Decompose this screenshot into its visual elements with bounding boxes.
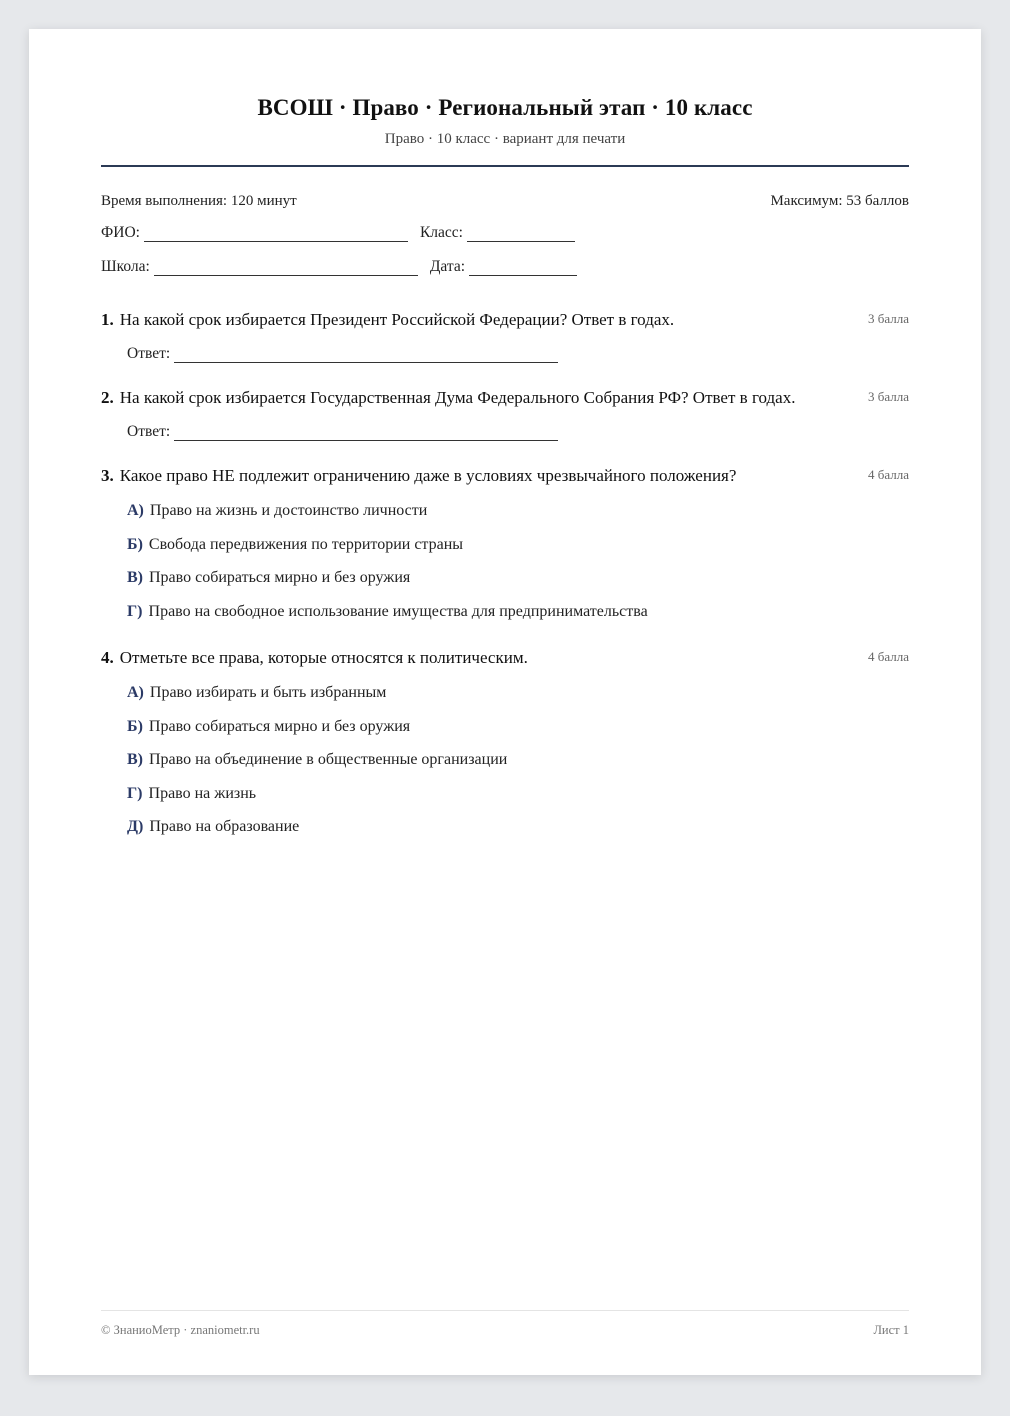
- answer-label: Ответ:: [127, 345, 171, 362]
- option-b[interactable]: [127, 718, 410, 736]
- footer-page-number: Лист 1: [873, 1323, 909, 1337]
- fio-class-row: [101, 224, 587, 242]
- option-b[interactable]: [127, 536, 463, 554]
- option-text: Право на жизнь и достоинство личности: [149, 502, 428, 519]
- option-letter: Г): [127, 603, 143, 620]
- question-3: [101, 465, 909, 620]
- header-divider: [101, 165, 909, 167]
- question-text: Какое право НЕ подлежит ограничению даже в условиях чрезвычайного положения?: [119, 466, 737, 485]
- option-a[interactable]: [127, 684, 386, 702]
- question-number: 4.: [101, 648, 114, 667]
- exam-sheet: [29, 29, 981, 1375]
- answer-input-line[interactable]: [174, 348, 558, 363]
- option-text: Право на объединение в общественные организации: [149, 751, 508, 768]
- fio-label: ФИО:: [101, 224, 140, 241]
- option-text: Право избирать и быть избранным: [149, 684, 387, 701]
- school-date-row: [101, 258, 589, 276]
- footer-copyright: © ЗнаниоМетр · znaniometr.ru: [101, 1323, 260, 1337]
- question-points: 3 балла: [868, 389, 909, 404]
- question-text: На какой срок избирается Государственная Дума Федерального Собрания РФ? Ответ в годах.: [119, 388, 796, 407]
- option-a[interactable]: [127, 502, 427, 520]
- option-g[interactable]: [127, 603, 648, 621]
- option-text: Свобода передвижения по территории страны: [148, 536, 464, 553]
- option-text: Право собираться мирно и без оружия: [149, 569, 411, 586]
- answer-input-line[interactable]: [174, 426, 558, 441]
- sheet-content: [101, 29, 909, 1375]
- question-header: [101, 309, 909, 331]
- page-title: ВСОШ · Право · Региональный этап · 10 класс: [257, 95, 753, 120]
- question-2: [101, 387, 909, 440]
- question-header: [101, 387, 909, 409]
- option-v[interactable]: [127, 569, 410, 587]
- question-number: 1.: [101, 310, 114, 329]
- question-points: 3 балла: [868, 311, 909, 326]
- question-header: [101, 647, 909, 669]
- option-letter: Б): [127, 718, 143, 735]
- option-letter: Д): [127, 818, 144, 835]
- max-score: Максимум: 53 баллов: [770, 193, 909, 209]
- option-text: Право на жизнь: [148, 785, 257, 802]
- option-v[interactable]: [127, 751, 507, 769]
- question-number: 3.: [101, 466, 114, 485]
- date-input-line[interactable]: [469, 261, 577, 276]
- answer-label: Ответ:: [127, 423, 171, 440]
- date-label: Дата:: [429, 258, 466, 275]
- question-text: Отметьте все права, которые относятся к политическим.: [119, 648, 528, 667]
- meta-row: [101, 193, 909, 210]
- class-label: Класс:: [419, 224, 463, 241]
- question-points: 4 балла: [868, 649, 909, 664]
- class-input-line[interactable]: [467, 227, 575, 242]
- fio-input-line[interactable]: [144, 227, 408, 242]
- question-points: 4 балла: [868, 467, 909, 482]
- option-letter: Б): [127, 536, 143, 553]
- option-letter: А): [127, 502, 144, 519]
- option-text: Право на свободное использование имущества для предпринимательства: [148, 603, 648, 620]
- answer-row: [127, 423, 570, 441]
- option-text: Право на образование: [149, 818, 300, 835]
- option-letter: Г): [127, 785, 143, 802]
- question-text: На какой срок избирается Президент Российской Федерации? Ответ в годах.: [119, 310, 675, 329]
- question-header: [101, 465, 909, 487]
- option-text: Право собираться мирно и без оружия: [148, 718, 411, 735]
- option-d[interactable]: [127, 818, 299, 836]
- option-letter: В): [127, 751, 143, 768]
- question-number: 2.: [101, 388, 114, 407]
- footer-divider: [101, 1310, 909, 1311]
- school-input-line[interactable]: [154, 261, 418, 276]
- option-letter: А): [127, 684, 144, 701]
- question-4: [101, 647, 909, 835]
- page-subtitle: Право · 10 класс · вариант для печати: [384, 131, 626, 147]
- option-g[interactable]: [127, 785, 256, 803]
- school-label: Школа:: [101, 258, 150, 275]
- question-1: [101, 309, 909, 362]
- option-letter: В): [127, 569, 143, 586]
- time-limit: Время выполнения: 120 минут: [101, 193, 297, 209]
- answer-row: [127, 345, 570, 363]
